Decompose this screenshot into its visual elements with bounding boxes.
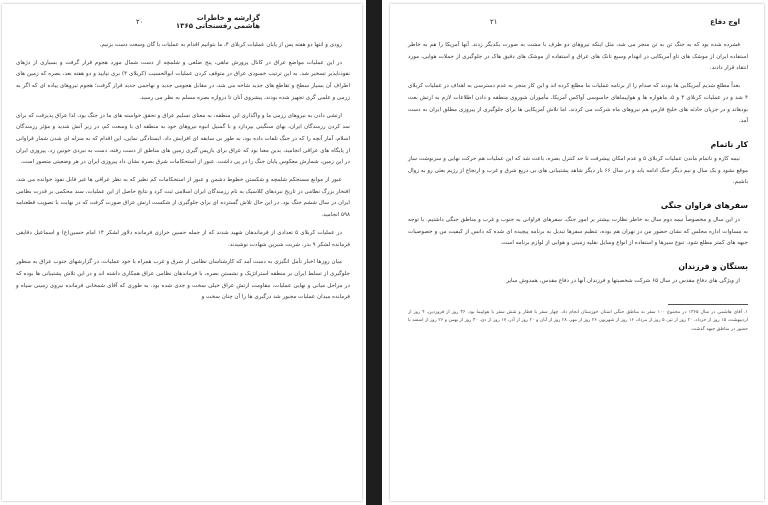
paragraph: از ویژگی های دفاع مقدس در سال ۶۵ شرکت شخصیتها و فرزندان آنها در دفاع مقدس، همدوش سایر <box>506 278 740 285</box>
running-title-line1: گزارشه و خاطرات <box>196 14 260 22</box>
left-page-body <box>16 40 350 310</box>
paragraph: میان روزها اخبار تأمل انگیزی به دست آمد که کارشناسان نظامی از شرق و غرب همراه با خود عملیات، در گزارشهای جنوب عراق به منظور جلوگیری از تسلط ایران بر منطقه استراتژیک و نشستن بصره، با فرماندهان نظامی عراق همکاری داشته اند و در این تلاش پشتیبانی ها بوده که در مراحل میانی و نهایی عملیات، مقاومت ارتش عراق خیلی سخت و جدی شده بود. به طوری که آقای شمخانی فرمانده نیروی زمینی سپاه و فرمانده میدان عملیات مجبور شد درگیری ها را آن چنان سخت و <box>16 259 350 301</box>
right-page <box>390 4 764 501</box>
book-gutter <box>366 0 382 505</box>
paragraph: بعداً مطلع شدیم آمریکایی ها بودند که صدام را از برنامه عملیات ما مطلع کرده اند و این کار منجر به عدم دسترسی به اهداف در عملیات کربلای ۴ شد و در عملیات کربلای ۴ و ۵، ماهواره ها و هواپیماهای جاسوسی آواکس آمریکا، مأموران شوروی منطقه و دادن اطلاعات لازم به ارتش بعث بودهاند و در جریان حادثه های خلیج فارس هم نیروهای ماه شرکت می کردند. اما تلاش آمریکایی ها برای جلوگیری از پیروزی مطلق ایران به دست آمد. <box>408 83 748 125</box>
paragraph: نیمه کاره و ناتمام ماندن عملیات کربلای ۵ و عدم امکان پیشرفت تا حد کنترل بصره، باعث شد که این عملیات هم حرکت نهایی و سرنوشت ساز موقع نشود و یک سال و نیم دیگر جنگ ادامه یابد و در سال ۶۶ بار دیگر شاهد پشتیبانی های بی دریغ شرق و غرب و ارتجاع از رژیم بعثی رو به زوال باشیم. <box>408 155 748 186</box>
right-page-body <box>408 40 748 334</box>
running-title <box>176 14 260 30</box>
paragraph: در عملیات کربلای ۵ تعدادی از فرماندهان شهید شدند که از جمله حسین خرازی فرمانده دلاور لشکر ۱۴ امام حسین(ع) و اسماعیل دقایقی فرمانده لشکر ۹ بدر، شربت شیرین شهادت نوشیدند. <box>16 229 350 248</box>
left-page-header <box>16 14 350 38</box>
footnote: ۱. آقای هاشمی در سال ۱۳۶۵ در مجموع ۱۰۰ سفر به مناطق جنگی استان خوزستان انجام داد. چهار سفر با قطار و شش سفر با هواپیما بود. ۳۶ روز از فروردین، ۴ روز از اردیبهشت، ۱۵ روز از خرداد، ۲۰ روز از تیر، ۵ روز از مرداد، ۱۶ روز از شهریور، ۲۶ روز از مهر، ۲۸ روز از آبان و ۲۰ روز از آذر، ۱۷ روز از دی، ۳۰ روز از بهمن و ۲۶ روز از اسفند با حضور در مناطق جبهه گذشت. <box>408 309 749 332</box>
left-page <box>2 4 362 501</box>
section-heading: بستگان و فرزندان <box>678 262 748 272</box>
page-number: ۲۰ <box>136 18 144 26</box>
paragraph: ارتشی دادن به نیروهای رزمی ما و واگذاری این منطقه، به معنای تسلیم عراق و تحقق خواسته های ما در جنگ بود، لذا عراق پذیرفت که برای سد کردن رزمندگان ایران، بهای سنگینی بپردازد و با گسیل انبوه نیروهای خود به منطقه ای با وسعت کم، در زیر آتش شدید و مؤثر رزمندگان اسلام، آمار آنچه را که در جنگ تلفات داده بود، به طور بی سابقه ای افزایش داد. ایستادگی نمایی، این اقدام که به منزله ای شدن شمار قراوانی از پایگاه های عراقی انجامید، بدین معنا بود که عراق برای بازپس گیری زمین های مناطق از دست رفته، دست به نبردی خونین زد. پیروزی ایران در این زمین، شمارش معکوس پایان جنگ را در پی داشت. عبور از استحکامات شرق بصره نشان داد پیروزی ایران در هر وضعیتی متصور است. <box>16 112 350 166</box>
right-page-header <box>408 14 748 38</box>
section-heading: کار ناتمام <box>710 139 748 149</box>
running-title: اوج دفاع <box>710 18 740 26</box>
page-number: ۲۱ <box>490 18 498 26</box>
paragraph: عبور از موانع مستحکم شلمچه و شکستن خطوط دشمن و عبور از استحکامات کم نظیر که به نظر عراقی ها غیر قابل نفوذ خوانده می شد، افتخار بزرگ نظامی در تاریخ نبردهای کلاسیک به نام رزمندگان ایران اسلامی ثبت کرد و نتایج حاصل از این عملیات، سند محکمی بر قدرت نظامی ایران در سال ششم جنگ بود. در این حال تلاش گسترده ای برای جلوگیری از شکست ارتش عراق صورت گرفت که در نهایت با تصویب قطعنامه ۵۹۸ انجامید. <box>16 177 350 219</box>
running-title-line2: هاشمی رفسنجانی ۱۳۶۵ <box>175 22 260 30</box>
footnote-rule <box>668 304 748 305</box>
section-heading: سفرهای فراوان جنگی <box>660 201 748 211</box>
paragraph: فشرده شده بود که به جنگ تن به تن منجر می شد، مثل اینکه نیروهای دو طرف با مشت به صورت یکدیگر زدند. آنها آمریکا را هم به خاطر استفاده ایران از موشک های تاو آمریکایی در انهدام وسیع تانک های عراق و استفاده از موشک های دقیق هاک در جلوگیری از حملات هوایی، مورد انتقاد قرار دادند. <box>408 42 748 72</box>
paragraph: زودی و انتها دو هفته پس از پایان عملیات کربلای ۴، ما بتوانیم اقدام به عملیات با گان وسعت دست بزنیم. <box>99 42 342 48</box>
paragraph: در این عملیات مواضع عراق در کانال پرورش ماهی، پنج ضلعی و شلمچه از دست شمال مورد هجوم قرار گرفت و بسیاری از دژهای نفوذناپذیر تسخیر شد. به این ترتیب خسودی عراق در متوقف کردن عملیات ابوالحسیب (کربلای ۴) بری نپایید و دو هفته بعد، بصره که زمین های اطراف آن بسیار سطح و تقاطع های جدید شاخه می شد، در مقابل هجومی جدید و تهاجمی جدید قرار گرفت؛ هجوم نیروهای پیاده ای که اگر به زرمی و علمی گری تجهیز شده بودند، پیشروی آنان تا دروازه بصره مسلم به نظر می رسید. <box>16 59 350 101</box>
paragraph: در این سال و مخصوصاً نیمه دوم سال به خاطر نظارت بیشتر بر امور جنگ، سفرهای فراوانی به جنوب و غرب و مناطق جنگی داشتیم. با توجه به مساوات اداره مجلس که نشان حضور من در تهران هم بوده، تنظیم سفرها تبدیل به برنامه پیچیده ای شده که دانس از کیفیت من و خصوصیات جبهه های کمتر مطلع شود. تنوع سیرها و استفاده از انواع وسایل نقلیه زمینی و هوایی از لوازم برنامه است. <box>408 217 748 247</box>
